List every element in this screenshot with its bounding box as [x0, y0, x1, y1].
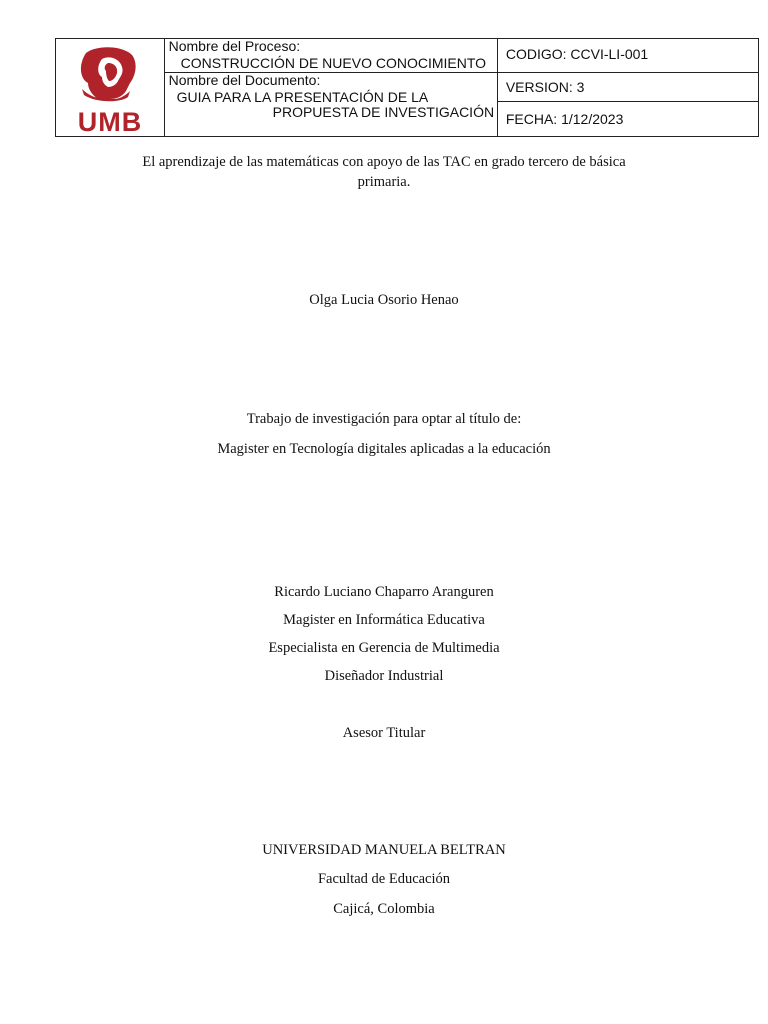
title-line2: primaria.	[357, 174, 411, 190]
faculty-name: Facultad de Educación	[317, 871, 451, 887]
city-name: Cajicá, Colombia	[333, 901, 435, 917]
advisor-title-2: Especialista en Gerencia de Multimedia	[268, 640, 500, 656]
advisor-role: Asesor Titular	[342, 725, 426, 741]
purpose-text: Trabajo de investigación para optar al título de:	[246, 411, 522, 427]
codigo-text: CODIGO: CCVI-LI-001	[505, 46, 649, 62]
version-cell	[497, 73, 758, 102]
advisor-title-3: Diseñador Industrial	[324, 668, 444, 684]
title-line1: El aprendizaje de las matemáticas con apoyo de las TAC en grado tercero de básica	[142, 154, 626, 170]
version-text: VERSION: 3	[505, 79, 585, 95]
document-cell	[164, 73, 497, 137]
fecha-text: FECHA: 1/12/2023	[505, 111, 624, 127]
fecha-cell	[497, 102, 758, 137]
university-name: UNIVERSIDAD MANUELA BELTRAN	[262, 842, 506, 858]
logo-text: UMB	[77, 106, 143, 135]
advisor-name: Ricardo Luciano Chaparro Aranguren	[274, 584, 494, 600]
degree-text: Magister en Tecnología digitales aplicadas a la educación	[217, 441, 551, 457]
logo-cell	[56, 39, 165, 137]
codigo-cell	[497, 39, 758, 73]
document-value-line2: PROPUESTA DE INVESTIGACIÓN	[272, 104, 495, 120]
document-value-line1: GUIA PARA LA PRESENTACIÓN DE LA	[176, 89, 429, 105]
process-value: CONSTRUCCIÓN DE NUEVO CONOCIMIENTO	[180, 55, 487, 71]
document-header-table	[55, 38, 759, 137]
process-cell	[164, 39, 497, 73]
process-label: Nombre del Proceso:	[168, 38, 301, 54]
umb-logo	[68, 45, 152, 135]
author-name: Olga Lucia Osorio Henao	[309, 292, 459, 308]
advisor-title-1: Magister en Informática Educativa	[283, 612, 485, 628]
document-label: Nombre del Documento:	[168, 72, 321, 88]
